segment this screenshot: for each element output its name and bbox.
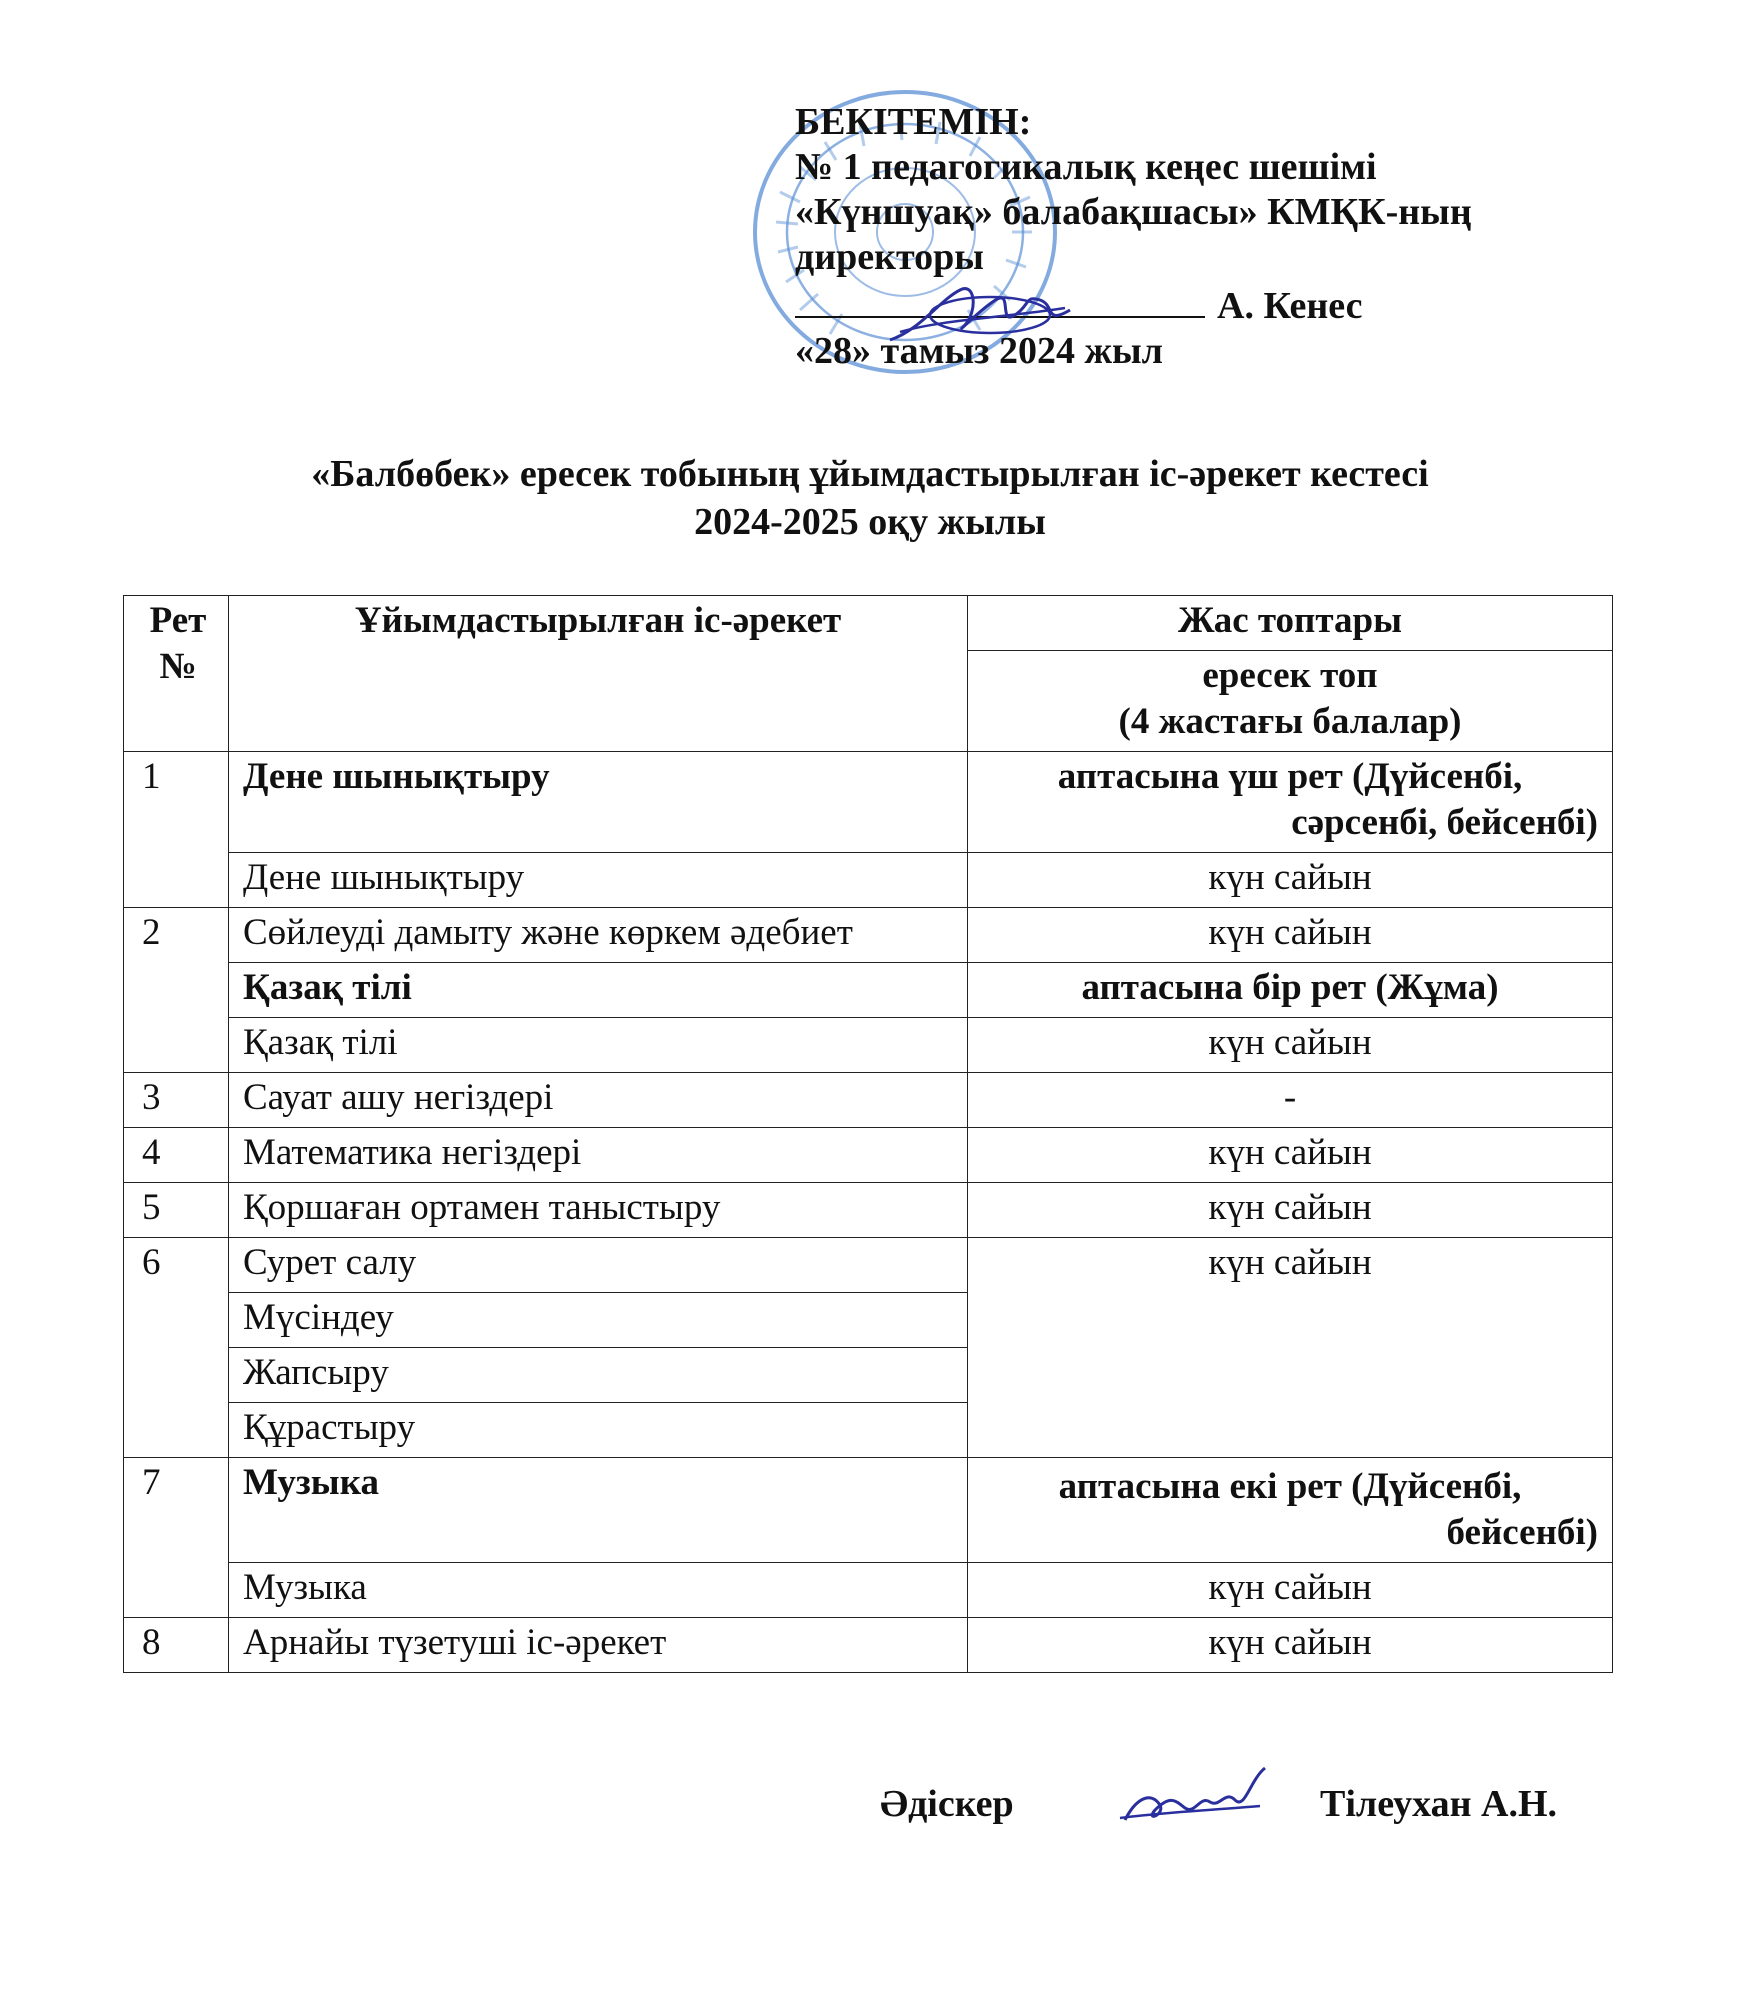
row-activity: Қазақ тілі xyxy=(229,963,968,1018)
row-frequency: күн сайын xyxy=(968,1183,1613,1238)
row-activity: Қоршаған ортамен таныстыру xyxy=(229,1183,968,1238)
table-row xyxy=(124,853,1613,908)
header-activity: Ұйымдастырылған іс-әрекет xyxy=(229,596,968,752)
row-activity: Математика негіздері xyxy=(229,1128,968,1183)
frequency-line-2: сәрсенбі, бейсенбі) xyxy=(1291,802,1598,843)
methodist-signature xyxy=(1115,1760,1275,1840)
row-frequency xyxy=(968,752,1613,853)
approval-line-2: «Күншуақ» балабақшасы» КМҚК-ның xyxy=(795,191,1472,233)
table-row xyxy=(124,1458,1613,1563)
row-frequency xyxy=(968,1458,1613,1563)
row-frequency: күн сайын xyxy=(968,1618,1613,1673)
methodist-role: Әдіскер xyxy=(880,1783,1014,1825)
header-age-groups: Жас топтары xyxy=(968,596,1613,651)
row-activity: Сөйлеуді дамыту және көркем әдебиет xyxy=(229,908,968,963)
row-frequency: күн сайын xyxy=(968,1018,1613,1073)
row-activity: Құрастыру xyxy=(229,1403,968,1458)
row-activity: Сурет салу xyxy=(229,1238,968,1293)
approval-date: «28» тамыз 2024 жыл xyxy=(795,330,1163,372)
title-line-1: «Балбөбек» ересек тобының ұйымдастырылған іс-әрекет кестесі xyxy=(311,453,1429,495)
row-num: 2 xyxy=(124,908,229,1073)
row-activity: Қазақ тілі xyxy=(229,1018,968,1073)
group-line-2: (4 жастағы балалар) xyxy=(1118,701,1462,742)
table-row xyxy=(124,1183,1613,1238)
table-row xyxy=(124,1073,1613,1128)
row-activity: Мүсіндеу xyxy=(229,1293,968,1348)
row-frequency: күн сайын xyxy=(968,1563,1613,1618)
row-num: 1 xyxy=(124,752,229,908)
row-activity: Сауат ашу негіздері xyxy=(229,1073,968,1128)
approval-line-3: директоры xyxy=(795,236,984,278)
row-num: 3 xyxy=(124,1073,229,1128)
row-num: 4 xyxy=(124,1128,229,1183)
row-num: 5 xyxy=(124,1183,229,1238)
row-frequency: аптасына бір рет (Жұма) xyxy=(968,963,1613,1018)
frequency-line-1: аптасына екі рет (Дүйсенбі, xyxy=(1058,1466,1522,1507)
row-frequency: - xyxy=(968,1073,1613,1128)
table-row xyxy=(124,1563,1613,1618)
table-row xyxy=(124,963,1613,1018)
header-num: Рет № xyxy=(124,596,229,752)
header-group xyxy=(968,651,1613,752)
table-row xyxy=(124,752,1613,853)
frequency-line-1: аптасына үш рет (Дүйсенбі, xyxy=(1057,756,1523,797)
row-activity: Дене шынықтыру xyxy=(229,752,968,853)
schedule-table xyxy=(123,595,1613,1673)
table-row xyxy=(124,1018,1613,1073)
document-title xyxy=(120,450,1620,546)
table-row xyxy=(124,1128,1613,1183)
approval-heading: БЕКІТЕМІН: xyxy=(795,101,1032,143)
row-activity: Дене шынықтыру xyxy=(229,853,968,908)
methodist-name: Тілеухан А.Н. xyxy=(1320,1783,1558,1825)
row-activity: Арнайы түзетуші іс-әрекет xyxy=(229,1618,968,1673)
row-activity: Музыка xyxy=(229,1563,968,1618)
approval-line-1: № 1 педагогикалық кеңес шешімі xyxy=(795,146,1377,188)
row-frequency: күн сайын xyxy=(968,853,1613,908)
row-num: 6 xyxy=(124,1238,229,1458)
director-name: А. Кенес xyxy=(1217,285,1363,327)
director-signature xyxy=(880,270,1080,360)
row-frequency: күн сайын xyxy=(968,908,1613,963)
frequency-line-2: бейсенбі) xyxy=(1446,1512,1598,1553)
row-frequency: күн сайын xyxy=(968,1128,1613,1183)
group-line-1: ересек топ xyxy=(1202,655,1378,696)
row-activity: Музыка xyxy=(229,1458,968,1563)
table-row xyxy=(124,1238,1613,1293)
row-num: 7 xyxy=(124,1458,229,1618)
row-activity: Жапсыру xyxy=(229,1348,968,1403)
table-header-row xyxy=(124,596,1613,651)
table-row xyxy=(124,908,1613,963)
table-row xyxy=(124,1618,1613,1673)
row-num: 8 xyxy=(124,1618,229,1673)
row-frequency: күн сайын xyxy=(968,1238,1613,1458)
title-line-2: 2024-2025 оқу жылы xyxy=(694,501,1046,543)
